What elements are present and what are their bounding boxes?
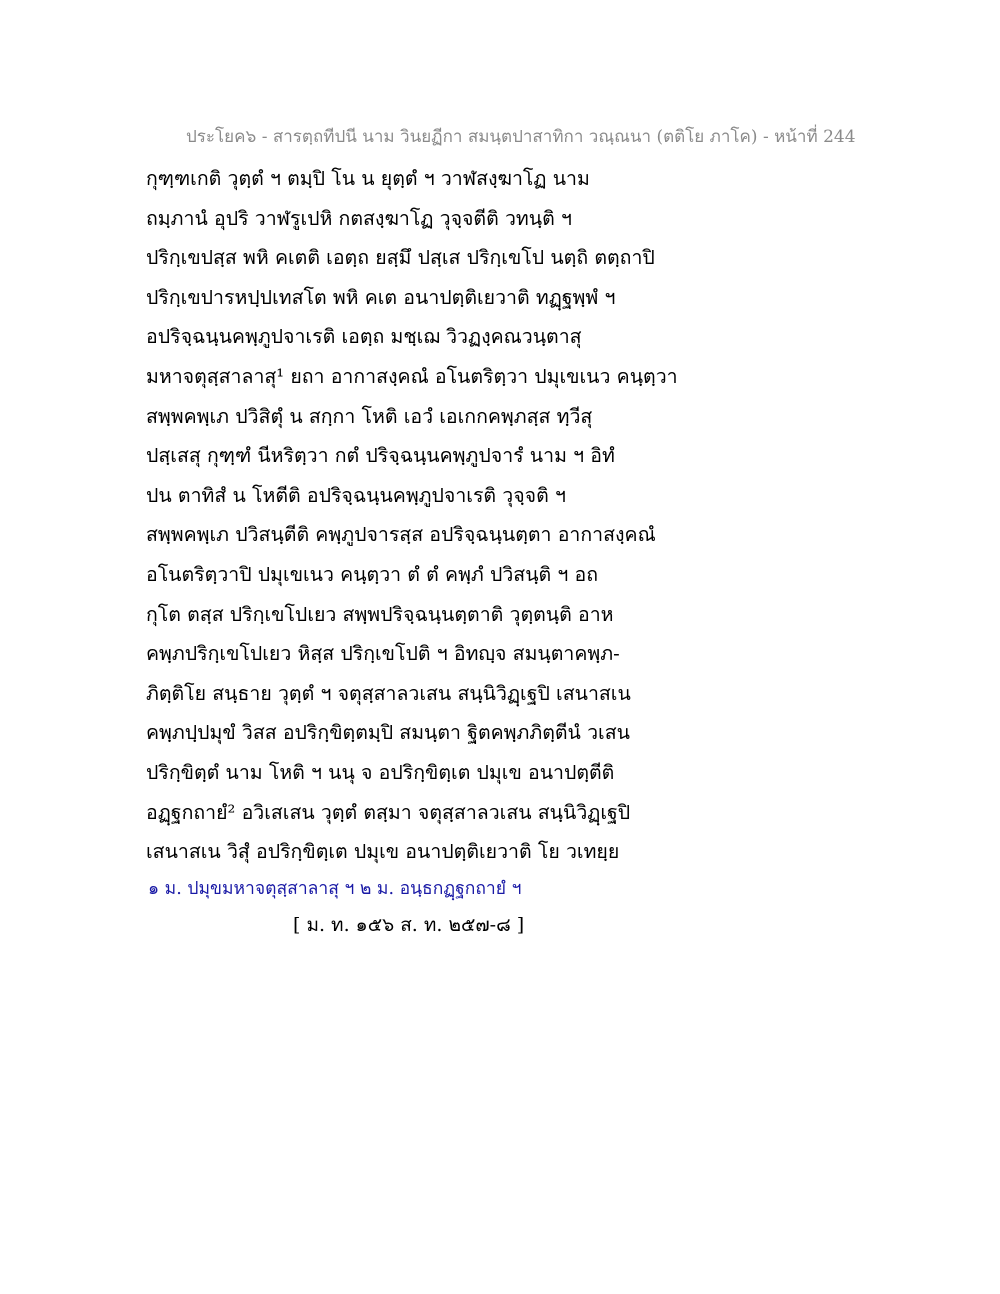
body-line-4: ปริกฺเขปารหปฺปเทสโต พหิ คเต อนาปตฺติเยวาติ ทฏฺฐพฺพํ ฯ xyxy=(146,285,616,309)
body-line-7: สพฺพคพฺเภ ปวิสิตุํ น สกฺกา โหติ เอวํ เอเกกคพฺภสฺส ทฺวีสุ xyxy=(146,404,593,428)
body-line-2: ถมฺภานํ อุปริ วาฬรูเปหิ กตสงฺฆาโฏ วุจฺจตีติ วทนฺติ ฯ xyxy=(146,206,572,230)
body-line-16: ปริกฺขิตฺตํ นาม โหติ ฯ นนุ จ อปริกฺขิตฺเต ปมุเข อนาปตฺตีติ xyxy=(146,760,615,784)
body-line-10: สพฺพคพฺเภ ปวิสนฺตีติ คพฺภูปจารสฺส อปริจฺฉนฺนตฺตา อากาสงฺคณํ xyxy=(146,523,656,547)
body-line-3: ปริกฺเขปสฺส พหิ คเตติ เอตฺถ ยสฺมึ ปสฺเส ปริกฺเขโป นตฺถิ ตตฺถาปิ xyxy=(146,246,655,270)
body-line-8: ปสฺเสสุ กุฑฺฑํ นีหริตฺวา กตํ ปริจฺฉนฺนคพฺภูปจารํ นาม ฯ อิทํ xyxy=(146,444,615,468)
body-line-9: ปน ตาทิสํ น โหตีติ อปริจฺฉนฺนคพฺภูปจาเรติ วุจฺจติ ฯ xyxy=(146,483,566,507)
body-text xyxy=(146,159,846,872)
source-reference: [ ม. ท. ๑๕๖ ส. ท. ๒๕๗-๘ ] xyxy=(293,914,525,936)
footnote: ๑ ม. ปมุขมหาจตุสฺสาลาสุ ฯ ๒ ม. อนฺธกฏฺฐกถายํ ฯ xyxy=(148,879,522,899)
body-line-11: อโนตริตฺวาปิ ปมุเขเนว คนฺตฺวา ตํ ตํ คพฺภํ ปวิสนฺติ ฯ อถ xyxy=(146,562,599,586)
page-header: ประโยค๖ - สารตฺถทีปนี นาม วินยฏีกา สมนฺตปาสาทิกา วณฺณนา (ตติโย ภาโค) - หน้าที่ 244 xyxy=(186,127,856,147)
body-line-1: กุฑฺฑเกติ วุตฺตํ ฯ ตมฺปิ โน น ยุตฺตํ ฯ วาฬสงฺฆาโฏ นาม xyxy=(146,167,590,190)
body-line-12: กุโต ตสฺส ปริกฺเขโปเยว สพฺพปริจฺฉนฺนตฺตาติ วุตฺตนฺติ อาห xyxy=(146,602,614,626)
body-line-17: อฏฺฐกถายํ² อวิเสเสน วุตฺตํ ตสฺมา จตุสฺสาลวเสน สนฺนิวิฏฺเฐปิ xyxy=(146,800,631,824)
body-line-6: มหาจตุสฺสาลาสุ¹ ยถา อากาสงฺคณํ อโนตริตฺวา ปมุเขเนว คนฺตฺวา xyxy=(146,364,678,388)
body-line-18: เสนาสเน วิสุํ อปริกฺขิตฺเต ปมุเข อนาปตฺติเยวาติ โย วเทยฺย xyxy=(146,840,620,864)
body-line-14: ภิตฺติโย สนฺธาย วุตฺตํ ฯ จตุสฺสาลวเสน สนฺนิวิฏฺเฐปิ เสนาสเน xyxy=(146,681,631,705)
body-line-5: อปริจฺฉนฺนคพฺภูปจาเรติ เอตฺถ มชฺเฌ วิวฏงฺคณวนฺตาสุ xyxy=(146,325,582,349)
body-line-15: คพฺภปฺปมุขํ วิสส อปริกฺขิตฺตมฺปิ สมนฺตา ฐิตคพฺภภิตฺตีนํ วเสน xyxy=(146,721,630,745)
body-line-13: คพฺภปริกฺเขโปเยว หิสฺส ปริกฺเขโปติ ฯ อิทญฺจ สมนฺตาคพฺภ- xyxy=(146,642,620,666)
